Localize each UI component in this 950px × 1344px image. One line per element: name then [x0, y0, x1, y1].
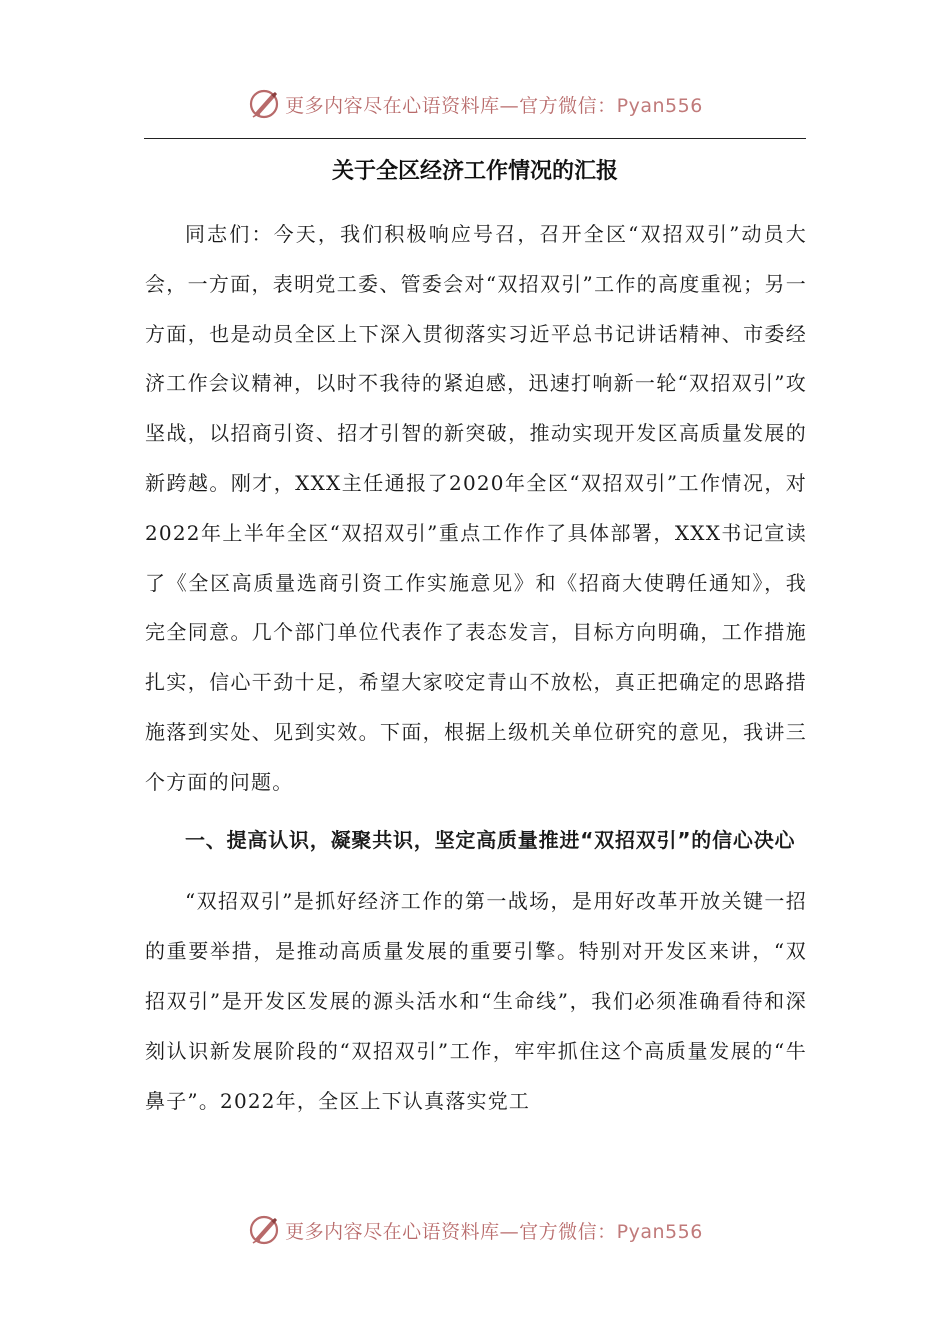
document-body: [145, 210, 807, 1126]
watermark-text: 更多内容尽在心语资料库—官方微信：Pyan556: [285, 1220, 703, 1243]
header-watermark-banner: [0, 82, 950, 126]
section-heading-1: 一、提高认识，凝聚共识，坚定高质量推进“双招双引”的信心决心: [185, 827, 796, 852]
pen-logo-icon: [247, 87, 281, 121]
footer-watermark-banner: [0, 1208, 950, 1252]
pen-logo-icon: [247, 1213, 281, 1247]
header-divider: [144, 138, 806, 139]
document-title: 关于全区经济工作情况的汇报: [331, 159, 618, 184]
wechat-id: Pyan556: [616, 1220, 703, 1243]
body-paragraph-1: 同志们：今天，我们积极响应号召，召开全区“双招双引”动员大会，一方面，表明党工委、管委会对“双招双引”工作的高度重视；另一方面，也是动员全区上下深入贯彻落实习近平总书记讲话精神、市委经济工作会议精神，以时不我待的紧迫感，迅速打响新一轮“双招双引”攻坚战，以招商引资、招才引智的新突破，推动实现开发区高质量发展的新跨越。刚才，XXX主任通报了2020年全区“双招双引”工作情况，对2022年上半年全区“双招双引”重点工作作了具体部署，XXX书记宣读了《全区高质量选商引资工作实施意见》和《招商大使聘任通知》，我完全同意。几个部门单位代表作了表态发言，目标方向明确，工作措施扎实，信心干劲十足，希望大家咬定青山不放松，真正把确定的思路措施落到实处、见到实效。下面，根据上级机关单位研究的意见，我讲三个方面的问题。: [145, 222, 807, 794]
body-paragraph-2: “双招双引”是抓好经济工作的第一战场，是用好改革开放关键一招的重要举措，是推动高质量发展的重要引擎。特别对开发区来讲，“双招双引”是开发区发展的源头活水和“生命线”，我们必须准确看待和深刻认识新发展阶段的“双招双引”工作，牢牢抓住这个高质量发展的“牛鼻子”。2022年，全区上下认真落实党工: [145, 889, 807, 1113]
watermark-text: 更多内容尽在心语资料库—官方微信：Pyan556: [285, 94, 703, 117]
wechat-id: Pyan556: [616, 94, 703, 117]
